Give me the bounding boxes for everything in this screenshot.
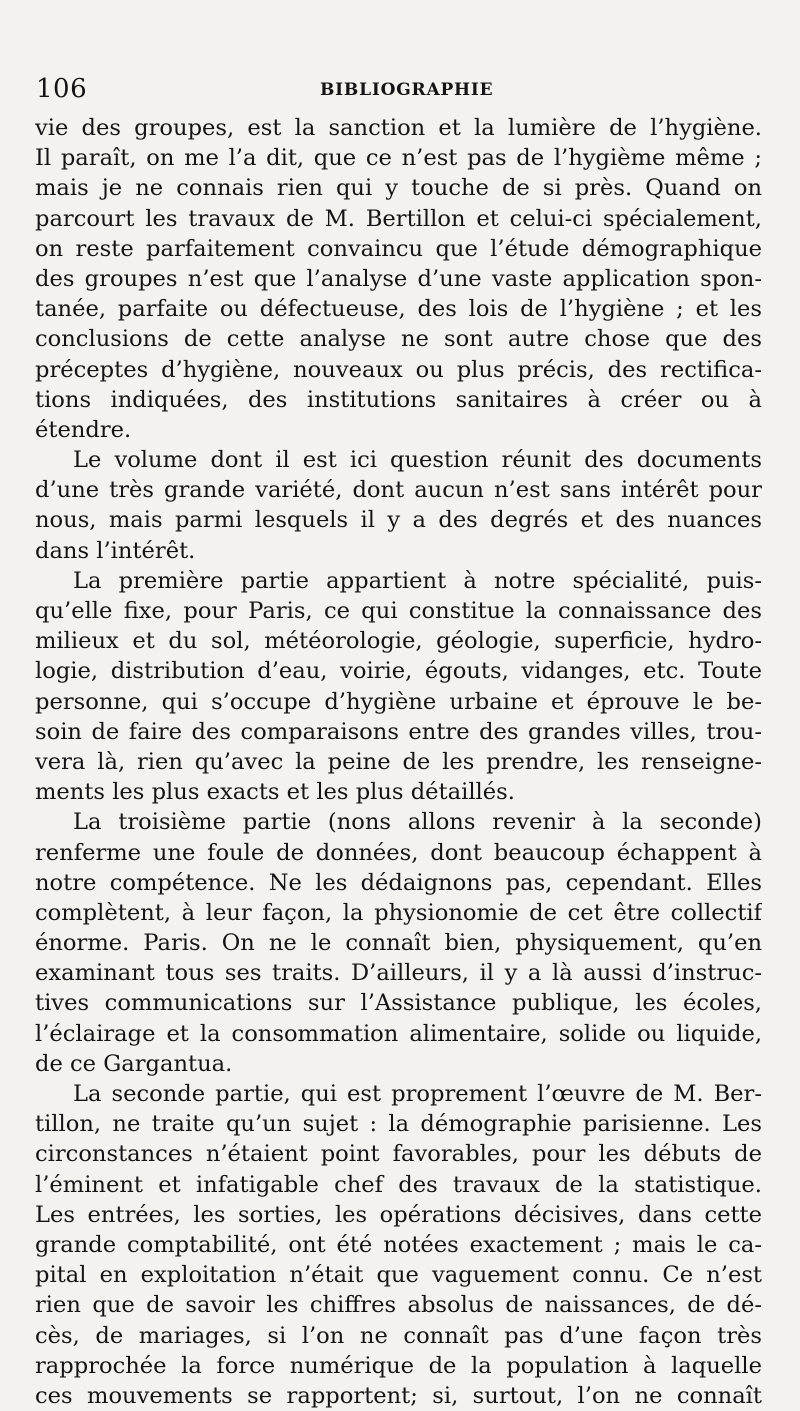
text-line: personne, qui s’occupe d’hygiène urbaine et éprouve le be-: [35, 688, 762, 715]
text-line: tanée, parfaite ou défectueuse, des lois de l’hygiène ; et les: [35, 296, 762, 323]
text-line: La troisième partie (nons allons revenir à la seconde): [73, 809, 762, 836]
text-line: tillon, ne traite qu’un sujet : la démographie parisienne. Les: [35, 1111, 762, 1138]
text-line: La première partie appartient à notre spécialité, puis-: [73, 567, 762, 594]
text-line: l’éminent et infatigable chef des travaux de la statistique.: [35, 1171, 762, 1198]
text-line: logie, distribution d’eau, voirie, égouts, vidanges, etc. Toute: [35, 658, 762, 685]
text-line: tions indiquées, des institutions sanitaires à créer ou à: [35, 386, 762, 413]
text-line: vie des groupes, est la sanction et la lumière de l’hygiène.: [35, 115, 762, 141]
page-body: [35, 113, 762, 1411]
text-line: conclusions de cette analyse ne sont autre chose que des: [35, 326, 762, 353]
page-header: [36, 74, 766, 110]
text-line: tives communications sur l’Assistance publique, les écoles,: [35, 990, 762, 1017]
text-line: d’une très grande variété, dont aucun n’est sans intérêt pour: [35, 477, 762, 504]
text-line: circonstances n’étaient point favorables, pour les débuts de: [35, 1141, 762, 1168]
text-line: notre compétence. Ne les dédaignons pas, cependant. Elles: [35, 869, 762, 896]
text-line: cès, de mariages, si l’on ne connaît pas d’une façon très: [35, 1322, 762, 1349]
text-line: complètent, à leur façon, la physionomie de cet être collectif: [35, 899, 762, 926]
text-line: l’éclairage et la consommation alimentaire, solide ou liquide,: [35, 1020, 762, 1047]
text-line: rapprochée la force numérique de la population à laquelle: [35, 1352, 762, 1379]
page-number: 106: [36, 74, 88, 104]
text-line: examinant tous ses traits. D’ailleurs, il y a là aussi d’instruc-: [35, 960, 762, 987]
text-line: qu’elle fixe, pour Paris, ce qui constitue la connaissance des: [35, 598, 762, 624]
text-line: grande comptabilité, ont été notées exactement ; mais le ca-: [35, 1231, 762, 1258]
text-line: énorme. Paris. On ne le connaît bien, physiquement, qu’en: [35, 930, 762, 957]
text-line: renferme une foule de données, dont beaucoup échappent à: [35, 839, 762, 866]
text-line: pital en exploitation n’était que vaguement connu. Ce n’est: [35, 1262, 762, 1289]
text-line: dans l’intérêt.: [35, 537, 196, 564]
text-line: préceptes d’hygiène, nouveaux ou plus précis, des rectifica-: [35, 356, 762, 383]
running-head: BIBLIOGRAPHIE: [320, 80, 494, 100]
text-line: de ce Gargantua.: [35, 1050, 233, 1077]
text-line: on reste parfaitement convaincu que l’étude démographique: [35, 235, 762, 262]
text-line: étendre.: [35, 416, 132, 443]
text-line: vera là, rien qu’avec la peine de les prendre, les renseigne-: [35, 748, 762, 775]
text-line: ces mouvements se rapportent; si, surtout, l’on ne connaît: [35, 1382, 762, 1409]
text-line: rien que de savoir les chiffres absolus de naissances, de dé-: [35, 1292, 762, 1319]
text-line: milieux et du sol, météorologie, géologie, superficie, hydro-: [35, 628, 762, 655]
text-line: Il paraît, on me l’a dit, que ce n’est pas de l’hygième même ;: [35, 145, 762, 172]
text-line: mais je ne connais rien qui y touche de si près. Quand on: [35, 175, 762, 202]
text-line: parcourt les travaux de M. Bertillon et celui-ci spécialement,: [35, 205, 762, 232]
text-line: des groupes n’est que l’analyse d’une vaste application spon-: [35, 265, 762, 292]
text-line: Le volume dont il est ici question réunit des documents: [73, 447, 762, 474]
text-line: ments les plus exacts et les plus détaillés.: [35, 779, 515, 806]
text-line: nous, mais parmi lesquels il y a des degrés et des nuances: [35, 507, 762, 534]
text-line: La seconde partie, qui est proprement l’œuvre de M. Ber-: [73, 1081, 762, 1107]
text-line: Les entrées, les sorties, les opérations décisives, dans cette: [35, 1201, 762, 1228]
text-line: soin de faire des comparaisons entre des grandes villes, trou-: [35, 718, 762, 745]
